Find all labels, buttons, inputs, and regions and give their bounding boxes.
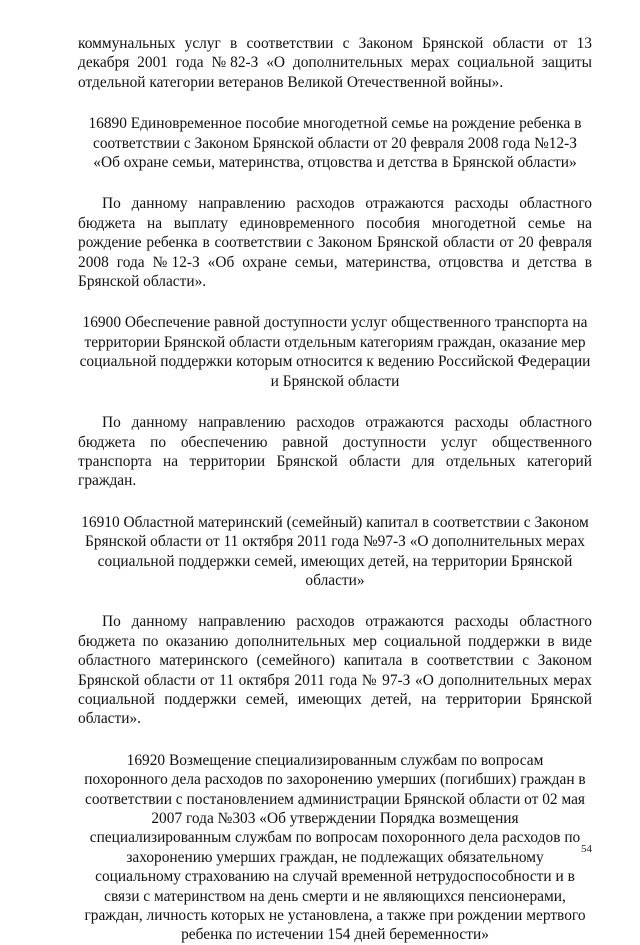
section-heading-16890: 16890 Единовременное пособие многодетной семье на рождение ребенка в соответствии с Законом Брянской области от 20 февраля 2008 года №12-З «Об охране семьи, материнства, отцовства и детства в Брянской области» bbox=[88, 115, 582, 172]
section-heading-16900: 16900 Обеспечение равной доступности услуг общественного транспорта на территории Брянской области отдельным категориям граждан, оказание мер социальной поддержки которым относится к ведению Российской Федерации и Брянской области bbox=[79, 314, 591, 390]
section-body-16890: По данному направлению расходов отражаются расходы областного бюджета на выплату единовременного пособия многодетной семье на рождение ребенка в соответствии с Законом Брянской области от 20 февраля 2008 года №12-З «Об охране семьи, материнства, отцовства и детства в Брянской области». bbox=[78, 195, 592, 291]
page-number: 54 bbox=[581, 843, 592, 855]
spacer bbox=[78, 391, 592, 413]
spacer bbox=[78, 172, 592, 194]
spacer bbox=[78, 291, 592, 313]
spacer bbox=[78, 491, 592, 513]
section-heading-16920: 16920 Возмещение специализированным службам по вопросам похоронного дела расходов по захоронению умерших (погибших) граждан в соответствии с постановлением администрации Брянской области от 02 мая 2007 года №303 «Об утверждении Порядка возмещения специализированным службам по вопросам похоронного дела расходов по захоронению умерших граждан, не подлежащих обязательному социальному страхованию на случай временной нетрудоспособности и в связи с материнством на день смерти и не являющихся пенсионерами, граждан, личность которых не установлена, а также при рождении мертвого ребенка по истечении 154 дней беременности» bbox=[84, 751, 586, 944]
paragraph-intro: коммунальных услуг в соответствии с Законом Брянской области от 13 декабря 2001 года №82-З «О дополнительных мерах социальной защиты отдельной категории ветеранов Великой Отечественной войны». bbox=[78, 35, 592, 91]
document-page bbox=[78, 34, 592, 945]
section-body-16910: По данному направлению расходов отражаются расходы областного бюджета по оказанию дополнительных мер социальной поддержки в виде областного материнского (семейного) капитала в соответствии с Законом Брянской области от 11 октября 2011 года № 97-З «О дополнительных мерах социальной поддержки семей, имеющих детей, на территории Брянской области». bbox=[78, 613, 592, 728]
spacer bbox=[78, 729, 592, 751]
section-body-16900: По данному направлению расходов отражаются расходы областного бюджета по обеспечению равной доступности услуг общественного транспорта на территории Брянской области для отдельных категорий граждан. bbox=[78, 414, 592, 490]
section-heading-16910: 16910 Областной материнский (семейный) капитал в соответствии с Законом Брянской области от 11 октября 2011 года №97-З «О дополнительных мерах социальной поддержки семей, имеющих детей, на территории Брянской области» bbox=[81, 513, 589, 589]
spacer bbox=[78, 590, 592, 612]
spacer bbox=[78, 92, 592, 114]
